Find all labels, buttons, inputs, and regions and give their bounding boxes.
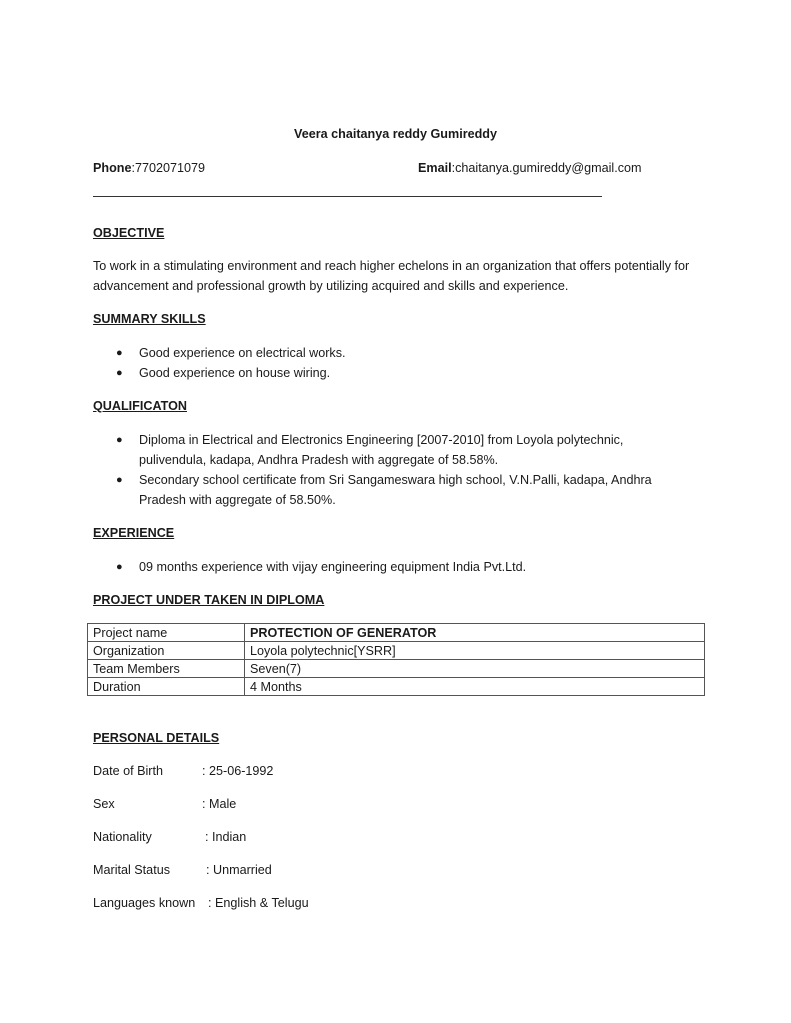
bullet-icon: ● (116, 367, 123, 379)
phone-label: Phone (93, 161, 132, 175)
list-item (93, 363, 713, 383)
objective-heading: OBJECTIVE (93, 226, 165, 240)
phone-value: :7702071079 (131, 161, 206, 175)
bullet-icon: ● (116, 561, 123, 573)
duration-value: 4 Months (245, 678, 705, 696)
bullet-icon: ● (116, 347, 123, 359)
experience-text: 09 months experience with vijay engineering equipment India Pvt.Ltd. (139, 560, 527, 574)
sex-label: Sex (93, 797, 115, 811)
objective-text: To work in a stimulating environment and reach higher echelons in an organization that offers potentially for advancement and professional growth by utilizing acquired and skills and experience. (93, 259, 690, 293)
bullet-icon: ● (116, 434, 123, 446)
table-row (88, 678, 705, 696)
qualification-list (93, 430, 683, 510)
languages-value: : English & Telugu (208, 896, 309, 910)
organization-label: Organization (88, 642, 245, 660)
languages-label: Languages known (93, 896, 196, 910)
duration-label: Duration (88, 678, 245, 696)
nationality-label: Nationality (93, 830, 152, 844)
team-members-label: Team Members (88, 660, 245, 678)
list-item (93, 557, 713, 577)
table-row (88, 642, 705, 660)
team-members-value: Seven(7) (245, 660, 705, 678)
qualification-text: Diploma in Electrical and Electronics Engineering [2007-2010] from Loyola polytechnic, pulivendula, kadapa, Andhra Pradesh with aggregate of 58.58%. (139, 433, 624, 467)
project-heading: PROJECT UNDER TAKEN IN DIPLOMA (93, 593, 325, 607)
project-name-value: PROTECTION OF GENERATOR (245, 624, 705, 642)
list-item (93, 430, 683, 470)
skills-heading: SUMMARY SKILLS (93, 312, 206, 326)
email-line (418, 160, 642, 176)
experience-heading: EXPERIENCE (93, 526, 175, 540)
project-table (87, 623, 705, 696)
skill-text: Good experience on house wiring. (139, 366, 331, 380)
dob-label: Date of Birth (93, 764, 163, 778)
dob-value: : 25-06-1992 (202, 764, 274, 778)
organization-value: Loyola polytechnic[YSRR] (245, 642, 705, 660)
phone-line (93, 160, 205, 176)
email-label: Email (418, 161, 452, 175)
sex-value: : Male (202, 797, 237, 811)
marital-status-label: Marital Status (93, 863, 170, 877)
table-row (88, 660, 705, 678)
qualification-heading: QUALIFICATON (93, 399, 187, 413)
email-value: :chaitanya.gumireddy@gmail.com (451, 161, 642, 175)
candidate-name: Veera chaitanya reddy Gumireddy (294, 127, 497, 141)
header-divider (93, 196, 602, 197)
project-name-label: Project name (88, 624, 245, 642)
list-item (93, 343, 713, 363)
table-row (88, 624, 705, 642)
marital-status-value: : Unmarried (206, 863, 272, 877)
personal-heading: PERSONAL DETAILS (93, 731, 220, 745)
bullet-icon: ● (116, 474, 123, 486)
experience-list (93, 557, 713, 577)
nationality-value: : Indian (205, 830, 247, 844)
skill-text: Good experience on electrical works. (139, 346, 346, 360)
qualification-text: Secondary school certificate from Sri Sangameswara high school, V.N.Palli, kadapa, Andhra Pradesh with aggregate of 58.50%. (139, 473, 652, 507)
list-item (93, 470, 683, 510)
skills-list (93, 343, 713, 383)
